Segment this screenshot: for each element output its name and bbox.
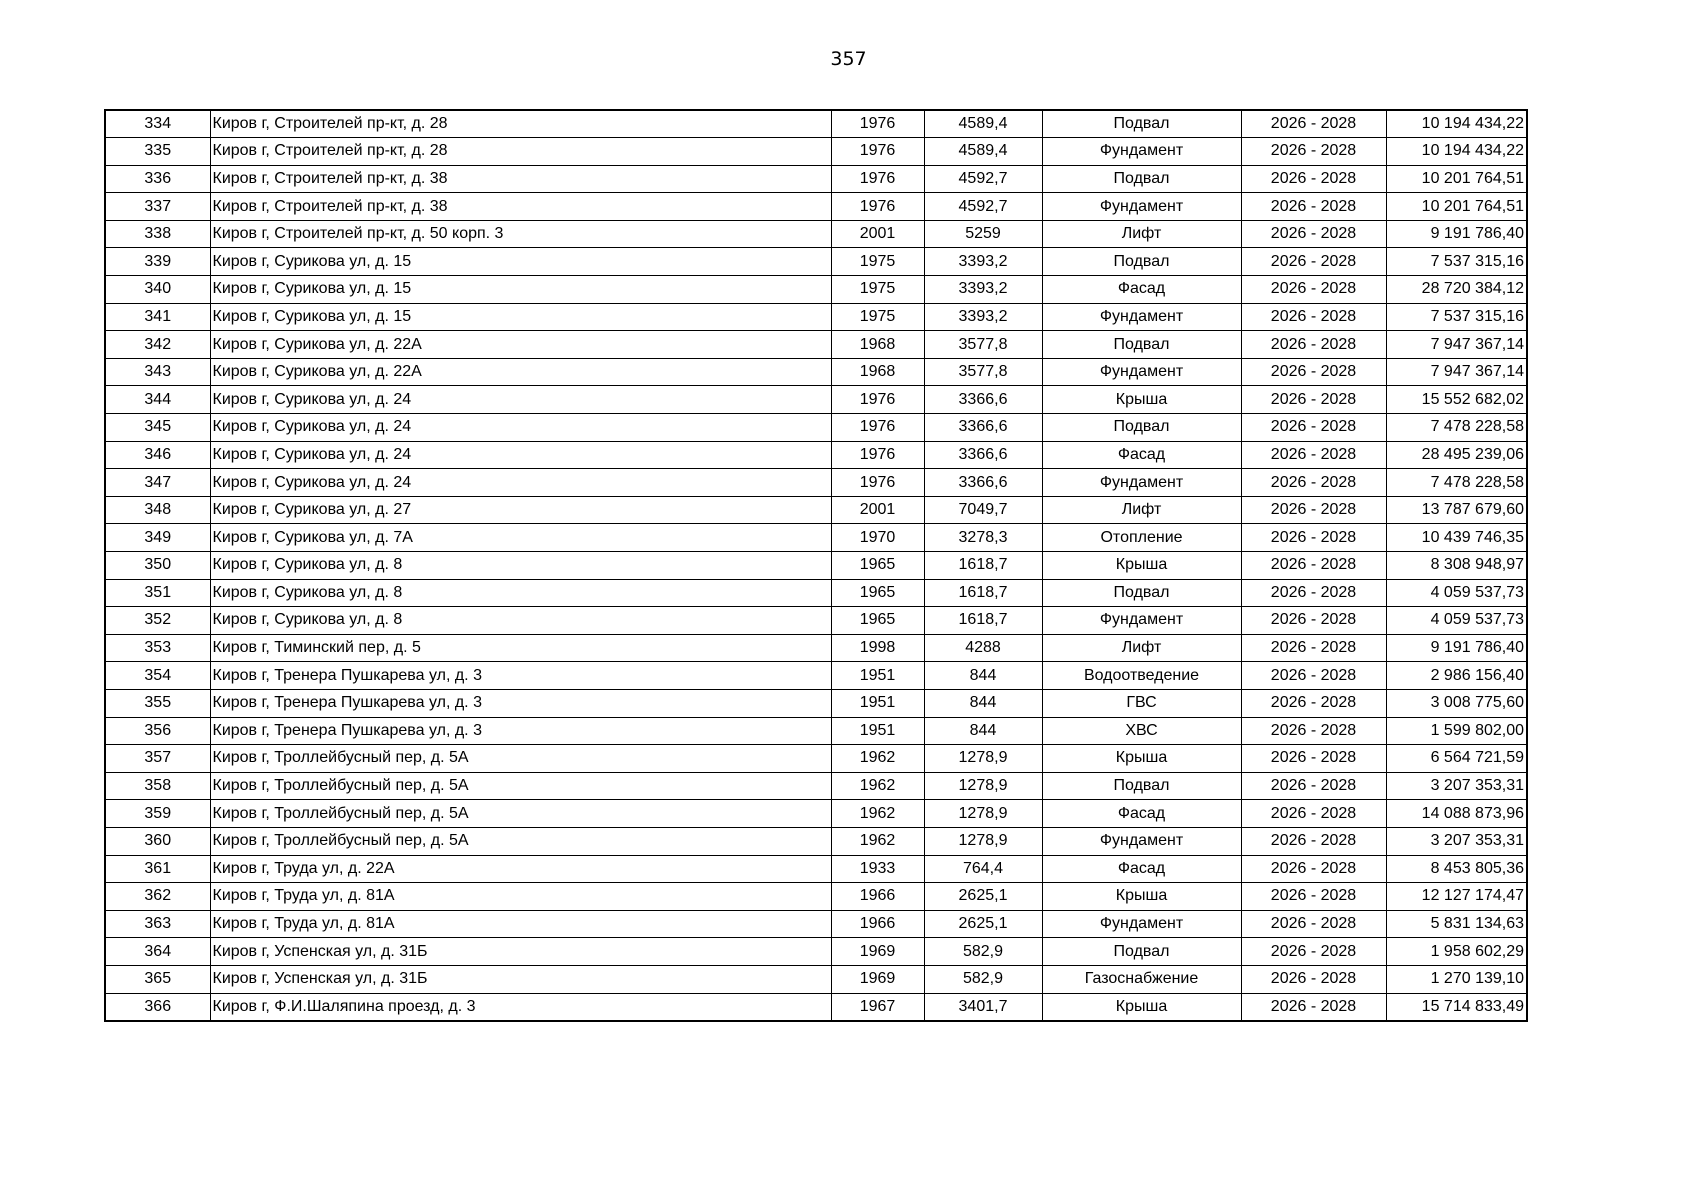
area-cell: 3366,6: [924, 469, 1042, 497]
area-cell: 4589,4: [924, 110, 1042, 138]
cost-cell: 7 947 367,14: [1386, 358, 1527, 386]
cost-cell: 4 059 537,73: [1386, 579, 1527, 607]
cost-cell: 3 008 775,60: [1386, 689, 1527, 717]
build-year-cell: 1976: [831, 165, 924, 193]
row-number: 352: [105, 607, 210, 635]
row-number: 358: [105, 772, 210, 800]
area-cell: 1278,9: [924, 827, 1042, 855]
work-type-cell: ХВС: [1042, 717, 1241, 745]
period-cell: 2026 - 2028: [1241, 441, 1386, 469]
work-type-cell: Подвал: [1042, 579, 1241, 607]
row-number: 340: [105, 276, 210, 304]
row-number: 347: [105, 469, 210, 497]
build-year-cell: 1967: [831, 993, 924, 1021]
address-cell: Киров г, Успенская ул, д. 31Б: [210, 965, 831, 993]
work-type-cell: Крыша: [1042, 883, 1241, 911]
period-cell: 2026 - 2028: [1241, 386, 1386, 414]
table-row: [105, 496, 1527, 524]
period-cell: 2026 - 2028: [1241, 276, 1386, 304]
build-year-cell: 1951: [831, 717, 924, 745]
build-year-cell: 2001: [831, 220, 924, 248]
cost-cell: 7 478 228,58: [1386, 469, 1527, 497]
cost-cell: 28 720 384,12: [1386, 276, 1527, 304]
table-row: [105, 910, 1527, 938]
build-year-cell: 1976: [831, 386, 924, 414]
address-cell: Киров г, Троллейбусный пер, д. 5А: [210, 827, 831, 855]
table-row: [105, 883, 1527, 911]
row-number: 350: [105, 552, 210, 580]
work-type-cell: Фундамент: [1042, 193, 1241, 221]
address-cell: Киров г, Троллейбусный пер, д. 5А: [210, 772, 831, 800]
build-year-cell: 1968: [831, 358, 924, 386]
table-row: [105, 552, 1527, 580]
cost-cell: 10 201 764,51: [1386, 193, 1527, 221]
cost-cell: 28 495 239,06: [1386, 441, 1527, 469]
cost-cell: 7 478 228,58: [1386, 414, 1527, 442]
period-cell: 2026 - 2028: [1241, 469, 1386, 497]
build-year-cell: 1951: [831, 662, 924, 690]
build-year-cell: 1975: [831, 303, 924, 331]
address-cell: Киров г, Сурикова ул, д. 24: [210, 469, 831, 497]
address-cell: Киров г, Тренера Пушкарева ул, д. 3: [210, 662, 831, 690]
table-row: [105, 993, 1527, 1021]
table-row: [105, 938, 1527, 966]
area-cell: 582,9: [924, 965, 1042, 993]
work-type-cell: Фундамент: [1042, 827, 1241, 855]
address-cell: Киров г, Труда ул, д. 22А: [210, 855, 831, 883]
area-cell: 3577,8: [924, 358, 1042, 386]
table-row: [105, 165, 1527, 193]
work-type-cell: Крыша: [1042, 745, 1241, 773]
row-number: 362: [105, 883, 210, 911]
work-type-cell: Фундамент: [1042, 910, 1241, 938]
period-cell: 2026 - 2028: [1241, 358, 1386, 386]
cost-cell: 1 958 602,29: [1386, 938, 1527, 966]
area-cell: 1618,7: [924, 607, 1042, 635]
address-cell: Киров г, Сурикова ул, д. 15: [210, 248, 831, 276]
cost-cell: 6 564 721,59: [1386, 745, 1527, 773]
row-number: 353: [105, 634, 210, 662]
work-type-cell: Крыша: [1042, 552, 1241, 580]
table-row: [105, 662, 1527, 690]
cost-cell: 12 127 174,47: [1386, 883, 1527, 911]
build-year-cell: 1975: [831, 248, 924, 276]
table-row: [105, 414, 1527, 442]
build-year-cell: 1976: [831, 441, 924, 469]
address-cell: Киров г, Труда ул, д. 81А: [210, 910, 831, 938]
period-cell: 2026 - 2028: [1241, 827, 1386, 855]
table-row: [105, 965, 1527, 993]
work-type-cell: Крыша: [1042, 386, 1241, 414]
work-type-cell: Отопление: [1042, 524, 1241, 552]
period-cell: 2026 - 2028: [1241, 938, 1386, 966]
table-row: [105, 276, 1527, 304]
address-cell: Киров г, Тренера Пушкарева ул, д. 3: [210, 689, 831, 717]
row-number: 349: [105, 524, 210, 552]
period-cell: 2026 - 2028: [1241, 496, 1386, 524]
build-year-cell: 1975: [831, 276, 924, 304]
address-cell: Киров г, Ф.И.Шаляпина проезд, д. 3: [210, 993, 831, 1021]
area-cell: 1278,9: [924, 800, 1042, 828]
row-number: 357: [105, 745, 210, 773]
table-row: [105, 745, 1527, 773]
area-cell: 2625,1: [924, 883, 1042, 911]
work-type-cell: Подвал: [1042, 414, 1241, 442]
work-type-cell: Подвал: [1042, 938, 1241, 966]
cost-cell: 13 787 679,60: [1386, 496, 1527, 524]
work-type-cell: Фасад: [1042, 441, 1241, 469]
address-cell: Киров г, Строителей пр-кт, д. 28: [210, 110, 831, 138]
cost-cell: 9 191 786,40: [1386, 634, 1527, 662]
cost-cell: 10 194 434,22: [1386, 138, 1527, 166]
period-cell: 2026 - 2028: [1241, 717, 1386, 745]
build-year-cell: 2001: [831, 496, 924, 524]
cost-cell: 15 552 682,02: [1386, 386, 1527, 414]
cost-cell: 10 201 764,51: [1386, 165, 1527, 193]
period-cell: 2026 - 2028: [1241, 414, 1386, 442]
work-type-cell: ГВС: [1042, 689, 1241, 717]
row-number: 361: [105, 855, 210, 883]
address-cell: Киров г, Строителей пр-кт, д. 50 корп. 3: [210, 220, 831, 248]
row-number: 351: [105, 579, 210, 607]
work-type-cell: Фундамент: [1042, 303, 1241, 331]
table-row: [105, 524, 1527, 552]
row-number: 359: [105, 800, 210, 828]
cost-cell: 4 059 537,73: [1386, 607, 1527, 635]
address-cell: Киров г, Троллейбусный пер, д. 5А: [210, 800, 831, 828]
table-row: [105, 386, 1527, 414]
build-year-cell: 1933: [831, 855, 924, 883]
address-cell: Киров г, Сурикова ул, д. 24: [210, 386, 831, 414]
cost-cell: 5 831 134,63: [1386, 910, 1527, 938]
table-row: [105, 248, 1527, 276]
build-year-cell: 1976: [831, 110, 924, 138]
address-cell: Киров г, Успенская ул, д. 31Б: [210, 938, 831, 966]
area-cell: 3366,6: [924, 386, 1042, 414]
build-year-cell: 1976: [831, 193, 924, 221]
row-number: 343: [105, 358, 210, 386]
period-cell: 2026 - 2028: [1241, 689, 1386, 717]
table-row: [105, 138, 1527, 166]
address-cell: Киров г, Сурикова ул, д. 24: [210, 414, 831, 442]
work-type-cell: Водоотведение: [1042, 662, 1241, 690]
area-cell: 1278,9: [924, 745, 1042, 773]
area-cell: 5259: [924, 220, 1042, 248]
period-cell: 2026 - 2028: [1241, 993, 1386, 1021]
work-type-cell: Фундамент: [1042, 469, 1241, 497]
period-cell: 2026 - 2028: [1241, 110, 1386, 138]
row-number: 338: [105, 220, 210, 248]
address-cell: Киров г, Сурикова ул, д. 7А: [210, 524, 831, 552]
address-cell: Киров г, Сурикова ул, д. 22А: [210, 331, 831, 359]
area-cell: 4592,7: [924, 165, 1042, 193]
table-row: [105, 358, 1527, 386]
row-number: 344: [105, 386, 210, 414]
cost-cell: 10 439 746,35: [1386, 524, 1527, 552]
work-type-cell: Лифт: [1042, 634, 1241, 662]
period-cell: 2026 - 2028: [1241, 910, 1386, 938]
area-cell: 582,9: [924, 938, 1042, 966]
period-cell: 2026 - 2028: [1241, 165, 1386, 193]
build-year-cell: 1965: [831, 607, 924, 635]
area-cell: 3401,7: [924, 993, 1042, 1021]
page-number: 357: [830, 48, 867, 70]
period-cell: 2026 - 2028: [1241, 855, 1386, 883]
address-cell: Киров г, Сурикова ул, д. 22А: [210, 358, 831, 386]
area-cell: 3366,6: [924, 441, 1042, 469]
address-cell: Киров г, Тренера Пушкарева ул, д. 3: [210, 717, 831, 745]
cost-cell: 14 088 873,96: [1386, 800, 1527, 828]
area-cell: 764,4: [924, 855, 1042, 883]
work-type-cell: Лифт: [1042, 496, 1241, 524]
work-type-cell: Подвал: [1042, 248, 1241, 276]
cost-cell: 3 207 353,31: [1386, 772, 1527, 800]
table-row: [105, 827, 1527, 855]
work-type-cell: Подвал: [1042, 165, 1241, 193]
table-row: [105, 193, 1527, 221]
address-cell: Киров г, Сурикова ул, д. 24: [210, 441, 831, 469]
address-cell: Киров г, Троллейбусный пер, д. 5А: [210, 745, 831, 773]
area-cell: 1278,9: [924, 772, 1042, 800]
row-number: 356: [105, 717, 210, 745]
cost-cell: 15 714 833,49: [1386, 993, 1527, 1021]
area-cell: 1618,7: [924, 579, 1042, 607]
table-row: [105, 689, 1527, 717]
address-cell: Киров г, Сурикова ул, д. 27: [210, 496, 831, 524]
row-number: 355: [105, 689, 210, 717]
area-cell: 3366,6: [924, 414, 1042, 442]
table-row: [105, 579, 1527, 607]
area-cell: 4288: [924, 634, 1042, 662]
cost-cell: 3 207 353,31: [1386, 827, 1527, 855]
period-cell: 2026 - 2028: [1241, 607, 1386, 635]
area-cell: 3278,3: [924, 524, 1042, 552]
build-year-cell: 1962: [831, 800, 924, 828]
row-number: 366: [105, 993, 210, 1021]
work-type-cell: Газоснабжение: [1042, 965, 1241, 993]
table-row: [105, 469, 1527, 497]
build-year-cell: 1962: [831, 745, 924, 773]
period-cell: 2026 - 2028: [1241, 883, 1386, 911]
address-cell: Киров г, Сурикова ул, д. 15: [210, 303, 831, 331]
table-row: [105, 772, 1527, 800]
area-cell: 2625,1: [924, 910, 1042, 938]
row-number: 341: [105, 303, 210, 331]
period-cell: 2026 - 2028: [1241, 662, 1386, 690]
cost-cell: 8 308 948,97: [1386, 552, 1527, 580]
address-cell: Киров г, Строителей пр-кт, д. 38: [210, 193, 831, 221]
table-row: [105, 800, 1527, 828]
period-cell: 2026 - 2028: [1241, 552, 1386, 580]
table-row: [105, 220, 1527, 248]
row-number: 335: [105, 138, 210, 166]
work-type-cell: Фундамент: [1042, 358, 1241, 386]
address-cell: Киров г, Строителей пр-кт, д. 38: [210, 165, 831, 193]
work-type-cell: Фасад: [1042, 276, 1241, 304]
cost-cell: 7 537 315,16: [1386, 303, 1527, 331]
table-row: [105, 717, 1527, 745]
table-row: [105, 634, 1527, 662]
row-number: 345: [105, 414, 210, 442]
cost-cell: 7 947 367,14: [1386, 331, 1527, 359]
row-number: 365: [105, 965, 210, 993]
build-year-cell: 1968: [831, 331, 924, 359]
table-row: [105, 110, 1527, 138]
period-cell: 2026 - 2028: [1241, 772, 1386, 800]
area-cell: 3393,2: [924, 276, 1042, 304]
row-number: 360: [105, 827, 210, 855]
cost-cell: 1 599 802,00: [1386, 717, 1527, 745]
work-type-cell: Фундамент: [1042, 607, 1241, 635]
build-year-cell: 1966: [831, 910, 924, 938]
build-year-cell: 1965: [831, 552, 924, 580]
row-number: 363: [105, 910, 210, 938]
area-cell: 1618,7: [924, 552, 1042, 580]
build-year-cell: 1965: [831, 579, 924, 607]
table-body: [105, 110, 1527, 1021]
row-number: 336: [105, 165, 210, 193]
area-cell: 844: [924, 689, 1042, 717]
address-cell: Киров г, Тиминский пер, д. 5: [210, 634, 831, 662]
build-year-cell: 1976: [831, 138, 924, 166]
work-type-cell: Подвал: [1042, 772, 1241, 800]
row-number: 346: [105, 441, 210, 469]
period-cell: 2026 - 2028: [1241, 220, 1386, 248]
period-cell: 2026 - 2028: [1241, 248, 1386, 276]
build-year-cell: 1970: [831, 524, 924, 552]
build-year-cell: 1962: [831, 827, 924, 855]
build-year-cell: 1976: [831, 414, 924, 442]
table-row: [105, 607, 1527, 635]
row-number: 354: [105, 662, 210, 690]
period-cell: 2026 - 2028: [1241, 965, 1386, 993]
work-type-cell: Крыша: [1042, 993, 1241, 1021]
row-number: 339: [105, 248, 210, 276]
address-cell: Киров г, Сурикова ул, д. 8: [210, 552, 831, 580]
row-number: 337: [105, 193, 210, 221]
period-cell: 2026 - 2028: [1241, 524, 1386, 552]
row-number: 342: [105, 331, 210, 359]
period-cell: 2026 - 2028: [1241, 634, 1386, 662]
cost-cell: 2 986 156,40: [1386, 662, 1527, 690]
build-year-cell: 1976: [831, 469, 924, 497]
work-type-cell: Фундамент: [1042, 138, 1241, 166]
period-cell: 2026 - 2028: [1241, 138, 1386, 166]
address-cell: Киров г, Строителей пр-кт, д. 28: [210, 138, 831, 166]
work-type-cell: Подвал: [1042, 110, 1241, 138]
table-row: [105, 331, 1527, 359]
build-year-cell: 1951: [831, 689, 924, 717]
area-cell: 3577,8: [924, 331, 1042, 359]
build-year-cell: 1966: [831, 883, 924, 911]
period-cell: 2026 - 2028: [1241, 745, 1386, 773]
address-cell: Киров г, Сурикова ул, д. 8: [210, 607, 831, 635]
period-cell: 2026 - 2028: [1241, 331, 1386, 359]
cost-cell: 8 453 805,36: [1386, 855, 1527, 883]
work-type-cell: Фасад: [1042, 800, 1241, 828]
area-cell: 3393,2: [924, 248, 1042, 276]
address-cell: Киров г, Сурикова ул, д. 15: [210, 276, 831, 304]
area-cell: 4592,7: [924, 193, 1042, 221]
cost-cell: 10 194 434,22: [1386, 110, 1527, 138]
period-cell: 2026 - 2028: [1241, 579, 1386, 607]
row-number: 348: [105, 496, 210, 524]
address-cell: Киров г, Сурикова ул, д. 8: [210, 579, 831, 607]
work-type-cell: Лифт: [1042, 220, 1241, 248]
period-cell: 2026 - 2028: [1241, 303, 1386, 331]
build-year-cell: 1969: [831, 965, 924, 993]
table-row: [105, 855, 1527, 883]
build-year-cell: 1969: [831, 938, 924, 966]
area-cell: 844: [924, 662, 1042, 690]
row-number: 334: [105, 110, 210, 138]
area-cell: 3393,2: [924, 303, 1042, 331]
build-year-cell: 1998: [831, 634, 924, 662]
work-type-cell: Подвал: [1042, 331, 1241, 359]
cost-cell: 1 270 139,10: [1386, 965, 1527, 993]
period-cell: 2026 - 2028: [1241, 800, 1386, 828]
work-type-cell: Фасад: [1042, 855, 1241, 883]
period-cell: 2026 - 2028: [1241, 193, 1386, 221]
area-cell: 7049,7: [924, 496, 1042, 524]
area-cell: 844: [924, 717, 1042, 745]
repair-registry-table: [104, 109, 1528, 1022]
cost-cell: 7 537 315,16: [1386, 248, 1527, 276]
build-year-cell: 1962: [831, 772, 924, 800]
table-row: [105, 303, 1527, 331]
area-cell: 4589,4: [924, 138, 1042, 166]
row-number: 364: [105, 938, 210, 966]
cost-cell: 9 191 786,40: [1386, 220, 1527, 248]
address-cell: Киров г, Труда ул, д. 81А: [210, 883, 831, 911]
table-row: [105, 441, 1527, 469]
